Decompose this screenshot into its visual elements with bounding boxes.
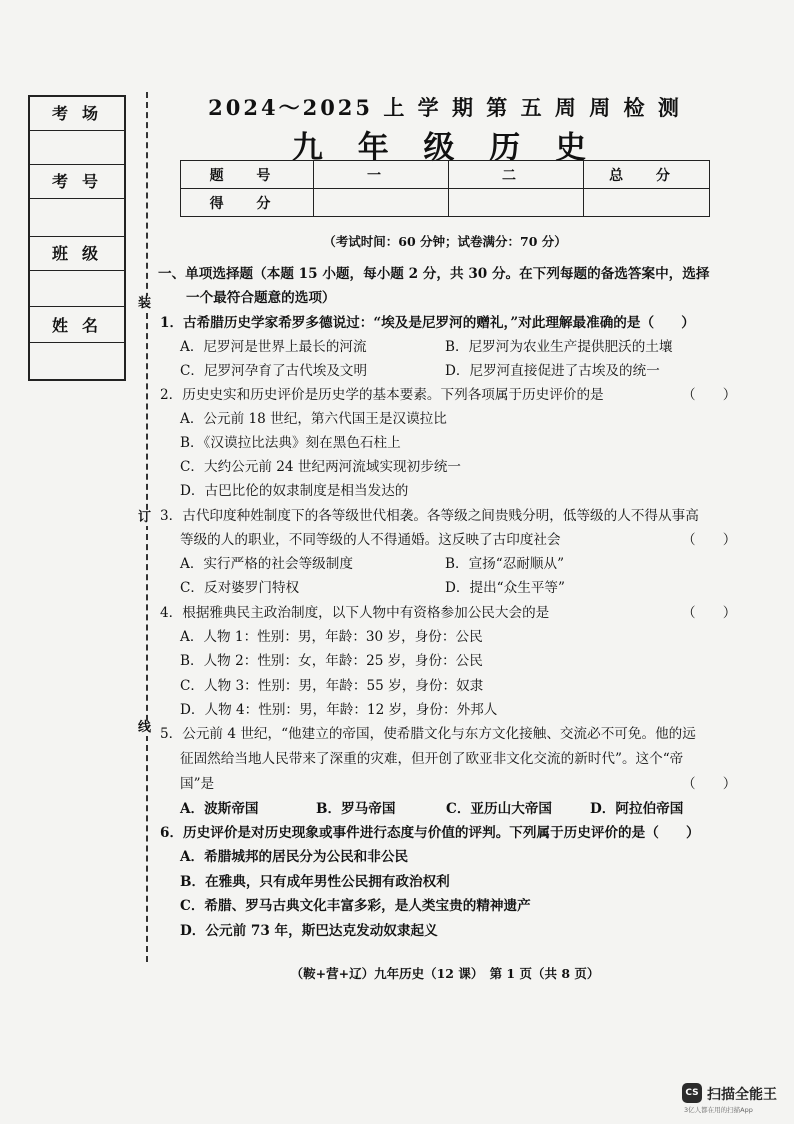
answer-blank[interactable]: （ ） <box>682 776 737 792</box>
answer-option[interactable]: C．人物 3：性别：男，年龄：55 岁，身份：奴隶 <box>180 678 484 694</box>
exam-number-label: 考号 <box>30 165 124 199</box>
answer-blank[interactable]: （ ） <box>682 532 737 548</box>
subject-title: 九 年 级 历 史 <box>291 130 599 166</box>
question-stem: 5．公元前 4 世纪，“他建立的帝国，使希腊文化与东方文化接触、交流必不可免。他的远 <box>160 726 696 742</box>
answer-option[interactable]: C．亚历山大帝国 <box>446 801 552 817</box>
watermark-name: 扫描全能王 <box>707 1087 777 1103</box>
exam-note: （考试时间：60 分钟；试卷满分：70 分） <box>323 234 567 249</box>
binding-char-xian: 线 <box>138 720 152 735</box>
answer-option[interactable]: A．尼罗河是世界上最长的河流 <box>180 339 367 355</box>
answer-option[interactable]: D．提出“众生平等” <box>445 580 565 596</box>
question-stem: 3．古代印度种姓制度下的各等级世代相袭。各等级之间贵贱分明，低等级的人不得从事高 <box>160 508 699 524</box>
score-cell: 二 <box>449 161 584 189</box>
answer-option[interactable]: B．尼罗河为农业生产提供肥沃的土壤 <box>445 339 673 355</box>
question-stem: 1．古希腊历史学家希罗多德说过：“埃及是尼罗河的赠礼，”对此理解最准确的是（ ） <box>160 315 695 331</box>
answer-option[interactable]: B．罗马帝国 <box>316 801 396 817</box>
score-input-cell[interactable] <box>314 189 449 217</box>
answer-option[interactable]: C．尼罗河孕育了古代埃及文明 <box>180 363 368 379</box>
answer-option[interactable]: A．希腊城邦的居民分为公民和非公民 <box>180 849 409 865</box>
answer-option[interactable]: C．反对婆罗门特权 <box>180 580 300 596</box>
camscanner-icon: CS <box>682 1083 702 1103</box>
answer-option[interactable]: D．古巴比伦的奴隶制度是相当发达的 <box>180 483 409 499</box>
class-field[interactable] <box>30 273 124 307</box>
score-table-score-row <box>181 189 710 217</box>
answer-option[interactable]: C．大约公元前 24 世纪两河流域实现初步统一 <box>180 459 462 475</box>
score-cell: 得 分 <box>181 189 314 217</box>
answer-blank[interactable]: （ ） <box>682 605 737 621</box>
score-cell: 总 分 <box>584 161 710 189</box>
answer-option[interactable]: D．人物 4：性别：男，年龄：12 岁，身份：外邦人 <box>180 702 498 718</box>
exam-room-label: 考场 <box>30 97 124 131</box>
answer-option[interactable]: D．尼罗河直接促进了古埃及的统一 <box>445 363 660 379</box>
exam-number-field[interactable] <box>30 203 124 237</box>
score-cell: 题 号 <box>181 161 314 189</box>
name-field[interactable] <box>30 345 124 379</box>
answer-option[interactable]: A．实行严格的社会等级制度 <box>180 556 353 572</box>
answer-option[interactable]: B．《汉谟拉比法典》刻在黑色石柱上 <box>180 435 401 451</box>
score-cell: 一 <box>314 161 449 189</box>
class-label: 班级 <box>30 237 124 271</box>
score-table-header-row <box>181 161 710 189</box>
answer-option[interactable]: A．人物 1：性别：男，年龄：30 岁，身份：公民 <box>180 629 483 645</box>
score-input-cell[interactable] <box>449 189 584 217</box>
answer-option[interactable]: B．宣扬“忍耐顺从” <box>445 556 565 572</box>
answer-option[interactable]: B．在雅典，只有成年男性公民拥有政治权利 <box>180 874 450 890</box>
answer-option[interactable]: A．公元前 18 世纪，第六代国王是汉谟拉比 <box>180 411 447 427</box>
binding-char-zhuang: 装 <box>138 296 152 311</box>
binding-line <box>146 92 148 962</box>
watermark-slogan: 3亿人都在用的扫描App <box>684 1106 753 1114</box>
candidate-info-box <box>28 95 126 381</box>
question-stem: 2．历史史实和历史评价是历史学的基本要素。下列各项属于历史评价的是 <box>160 387 604 403</box>
answer-option[interactable]: D．公元前 73 年，斯巴达克发动奴隶起义 <box>180 923 438 939</box>
exam-title: 2024～2025 上 学 期 第 五 周 周 检 测 <box>208 95 682 120</box>
answer-option[interactable]: C．希腊、罗马古典文化丰富多彩，是人类宝贵的精神遗产 <box>180 898 531 914</box>
question-stem-cont: 征固然给当地人民带来了深重的灾难，但开创了欧亚非文化交流的新时代”。这个“帝 <box>180 751 684 767</box>
answer-option[interactable]: B．人物 2：性别：女，年龄：25 岁，身份：公民 <box>180 653 483 669</box>
section-heading: 一、单项选择题（本题 15 小题，每小题 2 分，共 30 分。在下列每题的备选答案中，选择 <box>158 266 710 282</box>
binding-char-ding: 订 <box>138 510 152 525</box>
scanner-watermark <box>682 1083 792 1117</box>
question-stem-cont: 国”是 <box>180 776 215 792</box>
score-input-cell[interactable] <box>584 189 710 217</box>
answer-option[interactable]: A．波斯帝国 <box>180 801 259 817</box>
answer-blank[interactable]: （ ） <box>682 387 737 403</box>
exam-room-field[interactable] <box>30 131 124 165</box>
question-stem: 4．根据雅典民主政治制度，以下人物中有资格参加公民大会的是 <box>160 605 550 621</box>
section-heading-cont: 一个最符合题意的选项） <box>186 290 336 306</box>
page-footer: （鞍+营+辽）九年历史（12 课） 第 1 页（共 8 页） <box>290 966 600 981</box>
answer-option[interactable]: D．阿拉伯帝国 <box>590 801 684 817</box>
question-stem-cont: 等级的人的职业，不同等级的人不得通婚。这反映了古印度社会 <box>180 532 561 548</box>
name-label: 姓名 <box>30 309 124 343</box>
question-stem: 6．历史评价是对历史现象或事件进行态度与价值的评判。下列属于历史评价的是（ ） <box>160 825 700 841</box>
score-table <box>180 160 710 217</box>
